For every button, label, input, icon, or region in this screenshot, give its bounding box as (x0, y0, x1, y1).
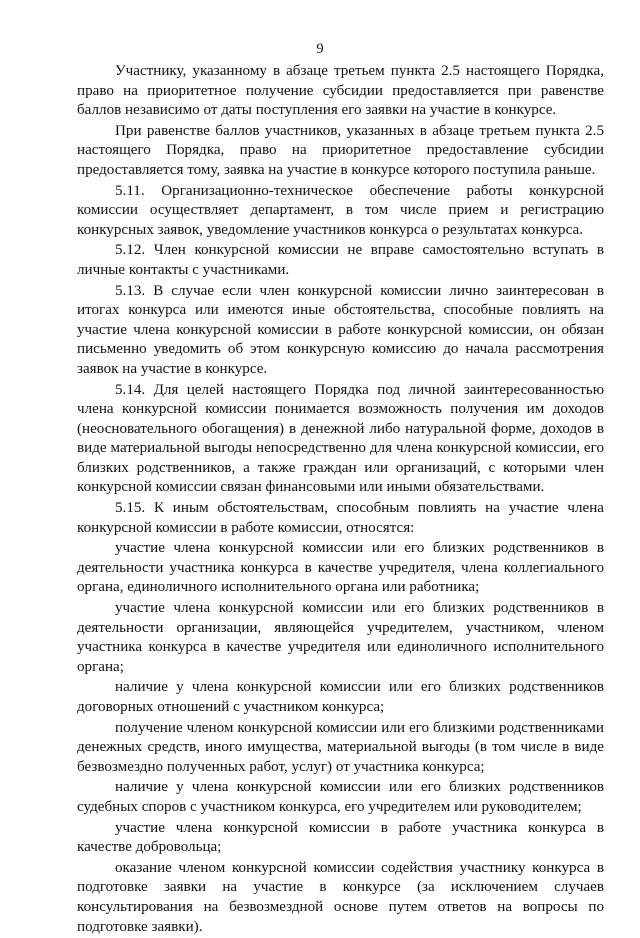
list-item: получение членом конкурсной комиссии или его близкими родственниками денежных средств, иного имущества, материальной выгоды (в том числе в виде безвозмездно полученных работ, услуг) от участника конкурса; (77, 719, 604, 775)
list-item: наличие у члена конкурсной комиссии или его близких родственников договорных отношений с участником конкурса; (77, 679, 604, 715)
paragraph-5-13: 5.13. В случае если член конкурсной комиссии лично заинтересован в итогах конкурса или имеются иные обстоятельства, способные повлиять на участие члена конкурсной комиссии в работе конкурсной комиссии, он обязан письменно уведомить об этом конкурсную комиссию до начала рассмотрения заявок на участие в конкурсе. (77, 282, 604, 377)
list-item: участие члена конкурсной комиссии или его близких родственников в деятельности организации, являющейся учредителем, участником, членом участника конкурса в качестве учредителя или единоличного исполнительного органа; (77, 600, 604, 675)
paragraph-5-12: 5.12. Член конкурсной комиссии не вправе самостоятельно вступать в личные контакты с участниками. (77, 242, 604, 278)
paragraph-5-14: 5.14. Для целей настоящего Порядка под личной заинтересованностью члена конкурсной комиссии понимается возможность получения им доходов (неосновательного обогащения) в денежной либо натуральной форме, доходов в виде материальной выгоды непосредственно для члена конкурсной комиссии, его близких родственников, а также граждан или организаций, с которыми член конкурсной комиссии связан финансовыми или иными обязательствами. (77, 381, 604, 496)
paragraph-5-15: 5.15. К иным обстоятельствам, способным повлиять на участие члена конкурсной комиссии в работе комиссии, относятся: (77, 500, 604, 536)
paragraph: Участнику, указанному в абзаце третьем пункта 2.5 настоящего Порядка, право на приоритетное получение субсидии предоставляется при равенстве баллов независимо от даты поступления его заявки на участие в конкурсе. (77, 63, 604, 119)
paragraph: При равенстве баллов участников, указанных в абзаце третьем пункта 2.5 настоящего Порядка, право на приоритетное предоставление субсидии предоставляется тому, заявка на участие в конкурсе которого поступила раньше. (77, 122, 604, 178)
list-item: наличие у члена конкурсной комиссии или его близких родственников судебных споров с участником конкурса, его учредителем или руководителем; (77, 779, 604, 815)
document-body (77, 62, 604, 938)
list-item: оказание членом конкурсной комиссии содействия участнику конкурса в подготовке заявки на участие в конкурсе (за исключением случаев консультирования на безвозмездной основе путем ответов на вопросы по подготовке заявки). (77, 859, 604, 935)
paragraph-5-11: 5.11. Организационно-техническое обеспечение работы конкурсной комиссии осуществляет департамент, в том числе прием и регистрацию конкурсных заявок, уведомление участников конкурса о результатах конкурса. (77, 182, 604, 238)
list-item: участие члена конкурсной комиссии в работе участника конкурса в качестве добровольца; (77, 819, 604, 856)
list-item: участие члена конкурсной комиссии или его близких родственников в деятельности участника конкурса в качестве учредителя, члена коллегиального органа, единоличного исполнительного органа или работника; (77, 540, 604, 596)
page-number: 9 (316, 41, 324, 57)
